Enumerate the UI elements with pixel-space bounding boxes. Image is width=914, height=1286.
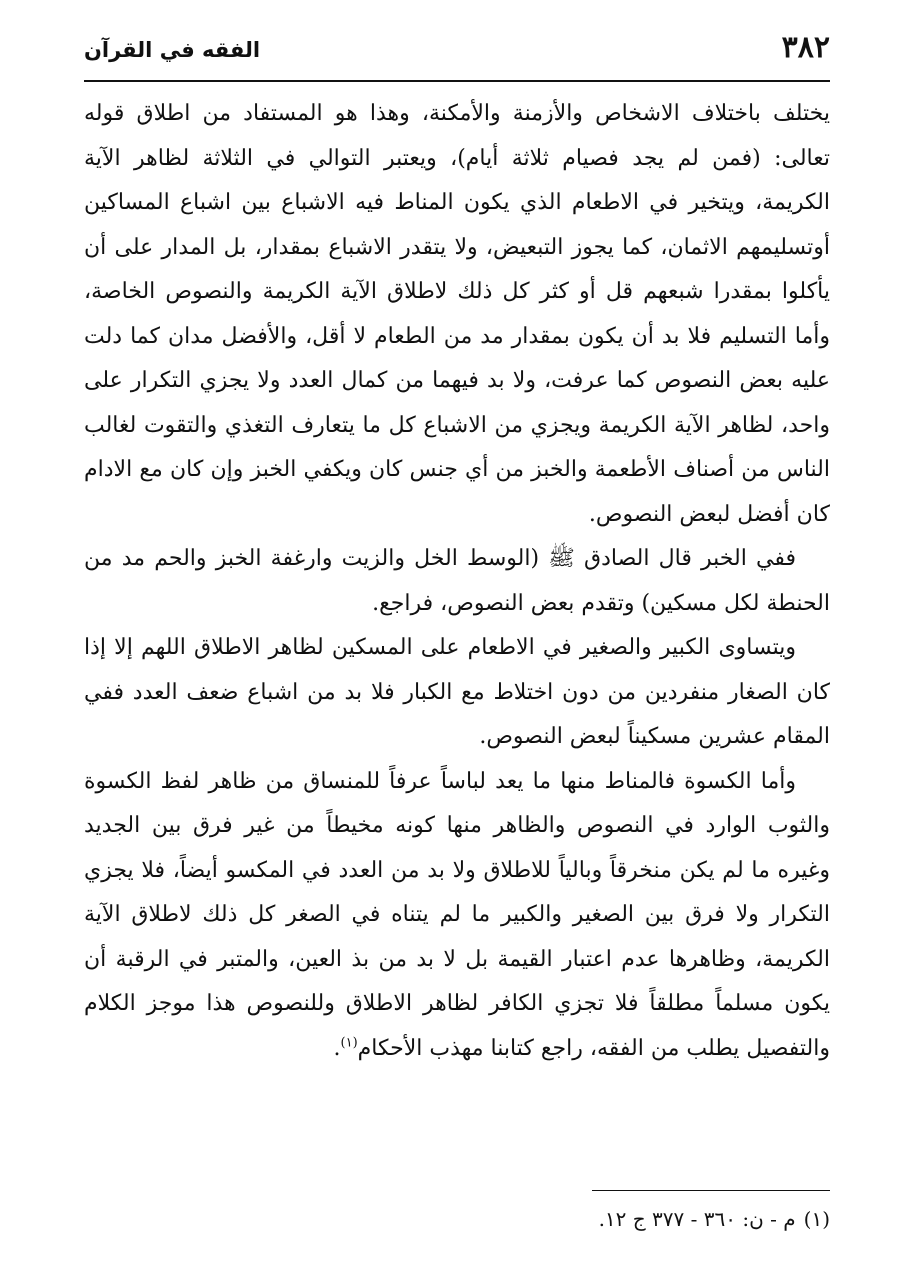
paragraph-2: ففي الخبر قال الصادق ﷺ (الوسط الخل والزيت وارغفة الخبز والحم مد من الحنطة لكل مسكين) وتقدم بعض النصوص، فراجع. <box>84 546 830 616</box>
paragraph-1: يختلف باختلاف الاشخاص والأزمنة والأمكنة، وهذا هو المستفاد من اطلاق قوله تعالى: (فمن لم يجد فصيام ثلاثة أيام)، ويعتبر التوالي في الثلاثة لظاهر الآية الكريمة، ويتخير في الاطعام الذي يكون المناط فيه الاشباع بين اشباع المساكين أوتسليمهم الاثمان، كما يجوز التبعيض، ولا يتقدر الاشباع بمقدار، بل المدار على أن يأكلوا بمقدرا شبعهم قل أو كثر كل ذلك لاطلاق الآية الكريمة والنصوص الخاصة، وأما التسليم فلا بد أن يكون بمقدار مد من الطعام لا أقل، والأفضل مدان كما دلت عليه بعض النصوص كما عرفت، ولا بد فيهما من كمال العدد ولا يجزي التكرار على واحد، لظاهر الآية الكريمة ويجزي من الاشباع كل ما يتعارف التغذي والتقوت لغالب الناس من أصناف الأطعمة والخبز من أي جنس كان ويكفي الخبز وإن كان مع الادام كان أفضل لبعض النصوص. <box>84 101 830 527</box>
paragraph-4 <box>84 760 830 1072</box>
main-text <box>84 92 830 1071</box>
running-title: الفقه في القرآن <box>84 38 261 62</box>
footnote-marker: (١) <box>803 1207 830 1231</box>
page-number: ٣٨٢ <box>781 30 830 65</box>
footnote-divider <box>592 1190 830 1191</box>
paragraph-4-text: وأما الكسوة فالمناط منها ما يعد لباساً عرفاً للمنساق من ظاهر لفظ الكسوة والثوب الوارد في النصوص والظاهر منها كونه مخيطاً من غير فرق بين الجديد وغيره ما لم يكن منخرقاً وبالياً للاطلاق ولا بد من العدد في المكسو أيضاً، فلا يجزي التكرار ولا فرق بين الصغير والكبير ما لم يتناه في الصغر كل ذلك لاطلاق الآية الكريمة، وظاهرها عدم اعتبار القيمة بل لا بد من بذ العين، والمتبر في الرقبة أن يكون مسلماً مطلقاً فلا تجزي الكافر لظاهر الاطلاق وللنصوص هذا موجز الكلام والتفصيل يطلب من الفقه، راجع كتابنا مهذب الأحكام <box>84 768 830 1061</box>
footnote-text: م - ن: ٣٦٠ - ٣٧٧ ج ١٢. <box>598 1207 796 1231</box>
paragraph-3: ويتساوى الكبير والصغير في الاطعام على المسكين لظاهر الاطلاق اللهم إلا إذا كان الصغار منفردين من دون اختلاط مع الكبار فلا بد من اشباع ضعف العدد ففي المقام عشرين مسكيناً لبعض النصوص. <box>84 635 830 749</box>
footnote-reference[interactable]: (١) <box>340 1035 358 1051</box>
header-divider <box>84 80 830 82</box>
paragraph-4-end: . <box>333 1035 341 1061</box>
footnote <box>84 1204 830 1234</box>
page-header <box>84 28 830 76</box>
